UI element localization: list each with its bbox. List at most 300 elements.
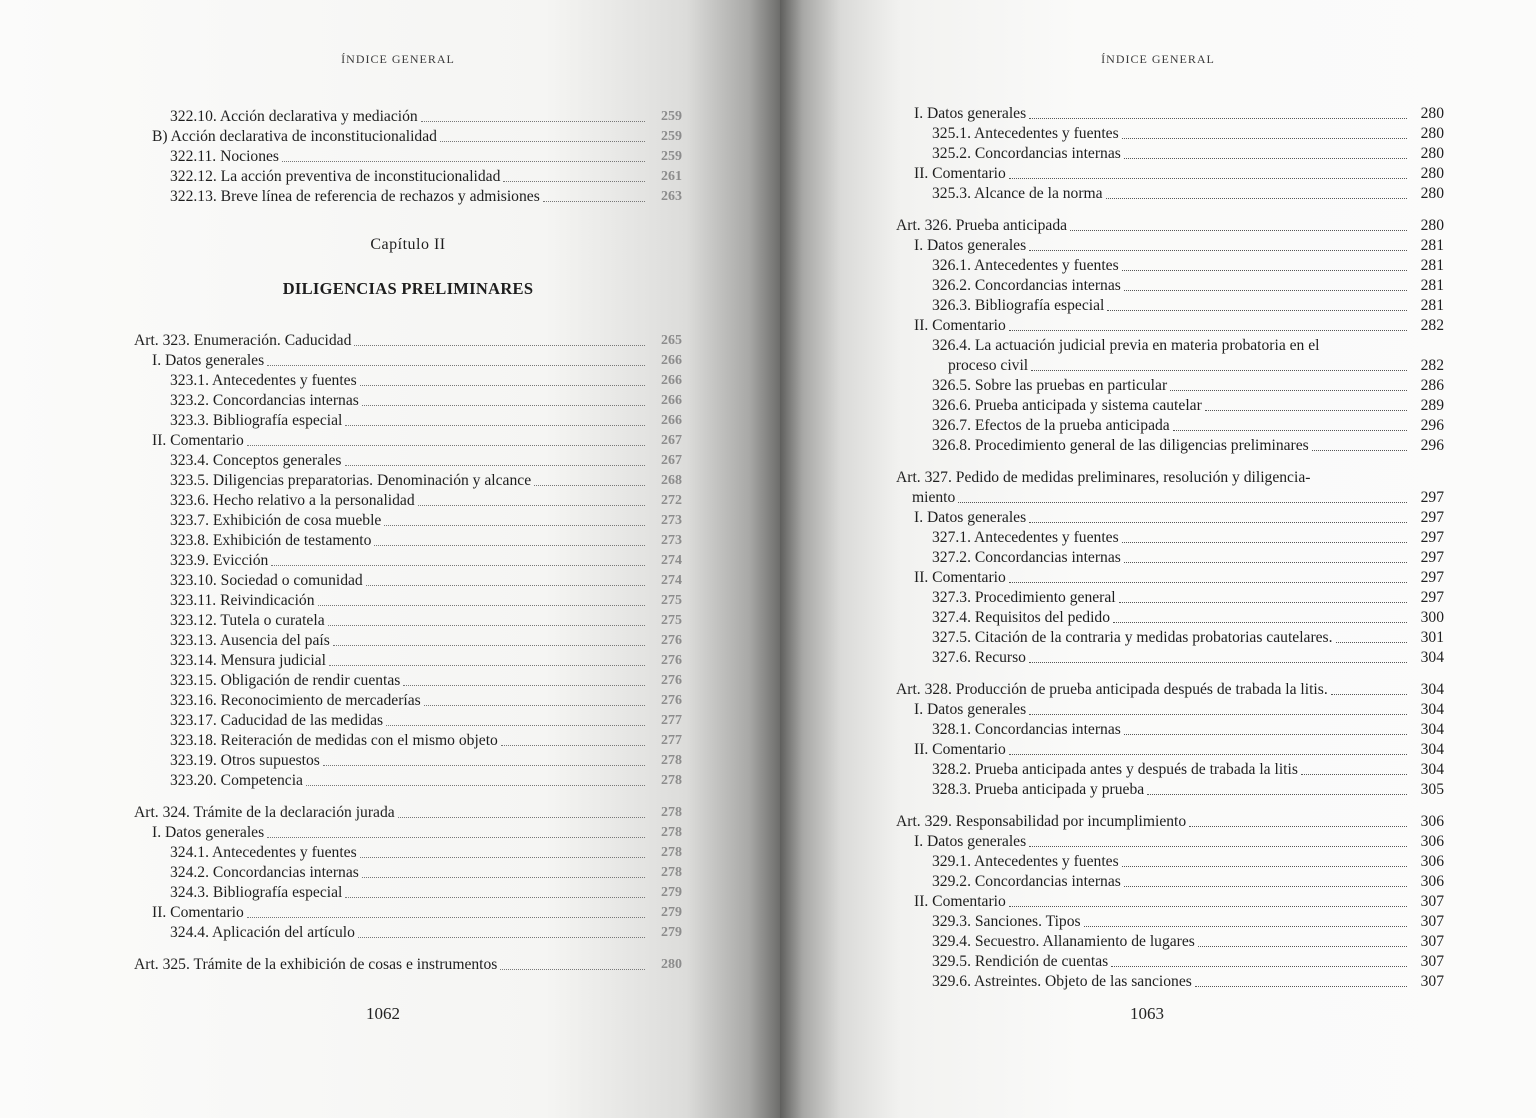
dot-leader [958, 502, 1407, 503]
toc-entry-text: Art. 328. Producción de prueba anticipada después de trabada la litis. [896, 681, 1328, 698]
dot-leader [329, 665, 645, 666]
toc-page-number: 265 [661, 333, 682, 348]
toc-entry [896, 932, 1444, 952]
dot-leader [1029, 522, 1407, 523]
dot-leader [1301, 774, 1407, 775]
dot-leader [1029, 118, 1407, 119]
toc-entry [134, 127, 682, 147]
toc-entry [896, 436, 1444, 456]
toc-entry [134, 107, 682, 127]
group-spacer [134, 791, 682, 803]
toc-entry [134, 671, 682, 691]
toc-entry-text: 325.3. Alcance de la norma [932, 185, 1103, 202]
toc-entry-continuation [932, 356, 1444, 376]
toc-entry-text: Art. 327. Pedido de medidas preliminares, resolución y diligencia- [896, 469, 1311, 486]
dot-leader [418, 505, 645, 506]
toc-entry-text: 325.2. Concordancias internas [932, 145, 1121, 162]
toc-page-number: 280 [661, 957, 682, 972]
toc-entry-text: 326.4. La actuación judicial previa en materia probatoria en el [932, 337, 1320, 354]
toc-page-number: 306 [1420, 873, 1444, 890]
dot-leader [398, 817, 645, 818]
toc-page-number: 263 [661, 189, 682, 204]
toc-entry-text: 322.13. Breve línea de referencia de rechazos y admisiones [170, 188, 540, 205]
dot-leader [543, 201, 645, 202]
toc-entry-text: I. Datos generales [152, 352, 265, 369]
toc-page-number: 281 [1420, 277, 1444, 294]
toc-entry [134, 651, 682, 671]
toc-page-number: 281 [1420, 257, 1444, 274]
toc-page-number: 274 [661, 573, 682, 588]
toc-entry [896, 296, 1444, 316]
toc-page-number: 278 [661, 825, 682, 840]
toc-page-number: 276 [661, 673, 682, 688]
toc-entry [896, 256, 1444, 276]
toc-top-entries [134, 107, 682, 207]
toc-entry-text: 323.7. Exhibición de cosa mueble [170, 512, 382, 529]
running-head: ÍNDICE GENERAL [1101, 52, 1215, 66]
dot-leader [500, 969, 645, 970]
toc-page-number: 276 [661, 633, 682, 648]
toc-page-number: 281 [1420, 237, 1444, 254]
toc-entry-text: 328.3. Prueba anticipada y prueba [932, 781, 1145, 798]
toc-entry [134, 923, 682, 943]
dot-leader [1029, 250, 1407, 251]
toc-entry-text: 326.1. Antecedentes y fuentes [932, 257, 1119, 274]
group-spacer [896, 800, 1444, 812]
dot-leader [1029, 714, 1407, 715]
toc-page-number: 261 [661, 169, 682, 184]
toc-entry [896, 780, 1444, 800]
toc-entry-text: 326.2. Concordancias internas [932, 277, 1121, 294]
toc-entry [134, 511, 682, 531]
toc-page-number: 286 [1420, 377, 1444, 394]
toc-entry-text: Art. 325. Trámite de la exhibición de cosas e instrumentos [134, 956, 498, 973]
dot-leader [1147, 794, 1407, 795]
toc-page-number: 273 [661, 513, 682, 528]
toc-page-number: 272 [661, 493, 682, 508]
toc-entry [896, 588, 1444, 608]
group-spacer [134, 943, 682, 955]
dot-leader [1312, 450, 1407, 451]
toc-entry-text: 322.10. Acción declarativa y mediación [170, 108, 418, 125]
dot-leader [1122, 542, 1407, 543]
group-spacer [896, 456, 1444, 468]
toc-entry-text: II. Comentario [914, 165, 1006, 182]
toc-page-number: 296 [1420, 417, 1444, 434]
toc-page-number: 277 [661, 713, 682, 728]
toc-entry-text: II. Comentario [152, 904, 244, 921]
toc-page-number: 297 [1420, 509, 1444, 526]
toc-entry-text: 323.6. Hecho relativo a la personalidad [170, 492, 415, 509]
toc-entry-text: 323.18. Reiteración de medidas con el mismo objeto [170, 732, 498, 749]
toc-page-number: 275 [661, 593, 682, 608]
dot-leader [1198, 946, 1407, 947]
toc-entry [134, 883, 682, 903]
dot-leader [345, 897, 645, 898]
toc-page-number: 304 [1420, 761, 1444, 778]
toc-entry-text: 327.5. Citación de la contraria y medidas probatorias cautelares. [932, 629, 1333, 646]
toc-entry-text: 326.6. Prueba anticipada y sistema cautelar [932, 397, 1202, 414]
toc-entry-text: 326.8. Procedimiento general de las diligencias preliminares [932, 437, 1309, 454]
toc-entry [896, 236, 1444, 256]
toc-entry [896, 740, 1444, 760]
toc-entry [896, 760, 1444, 780]
toc-entry-text: 322.12. La acción preventiva de inconstitucionalidad [170, 168, 501, 185]
toc-entry-text: 323.4. Conceptos generales [170, 452, 342, 469]
toc-page-number: 259 [661, 129, 682, 144]
toc-entry-text: Art. 324. Trámite de la declaración jurada [134, 804, 395, 821]
toc-entry [896, 568, 1444, 588]
toc-entry-text: 326.5. Sobre las pruebas en particular [932, 377, 1168, 394]
toc-entry [134, 731, 682, 751]
toc-entry [134, 551, 682, 571]
toc-page-number: 304 [1420, 649, 1444, 666]
toc-page-number: 282 [1420, 317, 1444, 334]
toc-page-number: 279 [661, 925, 682, 940]
dot-leader [1195, 986, 1407, 987]
toc-page-number: 297 [1420, 489, 1444, 506]
dot-leader [1009, 582, 1407, 583]
toc-entry-text: 329.2. Concordancias internas [932, 873, 1121, 890]
toc-entry-text: 323.3. Bibliografía especial [170, 412, 343, 429]
toc-page-number: 280 [1420, 217, 1444, 234]
toc-entry-text: 329.4. Secuestro. Allanamiento de lugares [932, 933, 1195, 950]
toc-entry-text: 323.17. Caducidad de las medidas [170, 712, 384, 729]
group-spacer [896, 204, 1444, 216]
dot-leader [374, 545, 645, 546]
toc-entry-text: 327.3. Procedimiento general [932, 589, 1116, 606]
toc-entry [134, 187, 682, 207]
toc-entry [896, 124, 1444, 144]
toc-entry [896, 508, 1444, 528]
toc-entry [896, 912, 1444, 932]
page-number: 1063 [1130, 1004, 1164, 1023]
toc-entry [896, 872, 1444, 892]
dot-leader [1029, 846, 1407, 847]
toc-entry [896, 608, 1444, 628]
toc-entry-text: 327.6. Recurso [932, 649, 1026, 666]
toc-entry [896, 832, 1444, 852]
dot-leader [403, 685, 645, 686]
dot-leader [247, 917, 645, 918]
toc-entry [896, 276, 1444, 296]
toc-page-number: 274 [661, 553, 682, 568]
toc-page-number: 266 [661, 393, 682, 408]
toc-entry-text: 326.3. Bibliografía especial [932, 297, 1105, 314]
dot-leader [247, 445, 645, 446]
dot-leader [1106, 198, 1407, 199]
toc-entry-text-cont: miento [912, 489, 956, 506]
toc-page-number: 266 [661, 353, 682, 368]
toc-page-number: 267 [661, 453, 682, 468]
dot-leader [1113, 622, 1407, 623]
toc-page-number: 280 [1420, 185, 1444, 202]
dot-leader [1009, 754, 1407, 755]
toc-page-number: 278 [661, 845, 682, 860]
toc-entry-text: 325.1. Antecedentes y fuentes [932, 125, 1119, 142]
toc-entry [134, 823, 682, 843]
toc-entry-text: 323.14. Mensura judicial [170, 652, 326, 669]
toc-entry [134, 531, 682, 551]
dot-leader [318, 605, 645, 606]
toc-entry-text: 323.2. Concordancias internas [170, 392, 359, 409]
toc-entry-text: I. Datos generales [152, 824, 265, 841]
toc-entry-text: 323.13. Ausencia del país [170, 632, 330, 649]
dot-leader [501, 745, 645, 746]
toc-entry-text: 329.3. Sanciones. Tipos [932, 913, 1081, 930]
toc-entry-text: 323.16. Reconocimiento de mercaderías [170, 692, 421, 709]
toc-entry-text: 322.11. Nociones [170, 148, 279, 165]
toc-page-number: 266 [661, 413, 682, 428]
dot-leader [1009, 178, 1407, 179]
toc-entry-text: 323.20. Competencia [170, 772, 303, 789]
toc-page-number: 304 [1420, 681, 1444, 698]
toc-page-number: 297 [1420, 569, 1444, 586]
toc-entry [896, 648, 1444, 668]
toc-entry [134, 711, 682, 731]
toc-entry-text: 323.11. Reivindicación [170, 592, 315, 609]
toc-entry [896, 952, 1444, 972]
toc-entry-text: 326.7. Efectos de la prueba anticipada [932, 417, 1170, 434]
toc-entry [896, 316, 1444, 336]
toc-page-number: 277 [661, 733, 682, 748]
toc-entry [134, 751, 682, 771]
toc-entry [134, 371, 682, 391]
toc-page-number: 304 [1420, 741, 1444, 758]
toc-page-number: 307 [1420, 973, 1444, 990]
toc-page-number: 304 [1420, 701, 1444, 718]
toc-page-number: 280 [1420, 125, 1444, 142]
toc-entry [896, 336, 1444, 376]
toc-entries [896, 104, 1444, 992]
dot-leader [345, 425, 645, 426]
dot-leader [271, 565, 645, 566]
dot-leader [424, 705, 645, 706]
dot-leader [1009, 330, 1407, 331]
running-head: ÍNDICE GENERAL [341, 52, 455, 66]
dot-leader [1170, 390, 1407, 391]
toc-entry [134, 147, 682, 167]
toc-entry-text: 329.1. Antecedentes y fuentes [932, 853, 1119, 870]
right-page [780, 0, 1536, 1118]
dot-leader [1009, 906, 1407, 907]
toc-entry [134, 903, 682, 923]
dot-leader [1124, 734, 1407, 735]
toc-page-number: 273 [661, 533, 682, 548]
toc-page-number: 305 [1420, 781, 1444, 798]
toc-entry [896, 104, 1444, 124]
toc-entry [896, 680, 1444, 700]
toc-page-number: 276 [661, 653, 682, 668]
dot-leader [328, 625, 645, 626]
toc-page-number: 279 [661, 885, 682, 900]
toc-page-number: 278 [661, 753, 682, 768]
toc-page-number: 296 [1420, 437, 1444, 454]
dot-leader [1122, 138, 1407, 139]
toc-entry-text: Art. 323. Enumeración. Caducidad [134, 332, 352, 349]
toc-page-number: 275 [661, 613, 682, 628]
toc-entry-text: 323.12. Tutela o curatela [170, 612, 325, 629]
toc-page-number: 268 [661, 473, 682, 488]
toc-page-number: 307 [1420, 913, 1444, 930]
dot-leader [1122, 866, 1407, 867]
toc-page-number: 307 [1420, 933, 1444, 950]
toc-entry [896, 852, 1444, 872]
toc-entry [896, 468, 1444, 508]
toc-entry [134, 803, 682, 823]
chapter-label: Capítulo II [370, 236, 446, 253]
toc-entry [134, 955, 682, 975]
toc-page-number: 276 [661, 693, 682, 708]
dot-leader [384, 525, 645, 526]
dot-leader [345, 465, 646, 466]
toc-entry-text: B) Acción declarativa de inconstitucionalidad [152, 128, 437, 145]
dot-leader [1173, 430, 1407, 431]
toc-entry-text: 323.1. Antecedentes y fuentes [170, 372, 357, 389]
toc-entry-text: II. Comentario [914, 317, 1006, 334]
dot-leader [503, 181, 645, 182]
dot-leader [1122, 270, 1407, 271]
toc-page-number: 259 [661, 109, 682, 124]
toc-entry [134, 571, 682, 591]
dot-leader [1124, 562, 1407, 563]
dot-leader [1336, 642, 1407, 643]
dot-leader [1124, 158, 1407, 159]
dot-leader [1031, 370, 1407, 371]
toc-entry-text-cont: proceso civil [948, 357, 1029, 374]
toc-entry [896, 812, 1444, 832]
toc-entry [896, 892, 1444, 912]
toc-page-number: 278 [661, 805, 682, 820]
toc-entry-text: 327.2. Concordancias internas [932, 549, 1121, 566]
toc-entry-text: II. Comentario [152, 432, 244, 449]
toc-page-number: 307 [1420, 953, 1444, 970]
toc-entry-text: II. Comentario [914, 741, 1006, 758]
dot-leader [534, 485, 645, 486]
dot-leader [360, 385, 645, 386]
toc-page-number: 306 [1420, 853, 1444, 870]
toc-entry-text: 324.2. Concordancias internas [170, 864, 359, 881]
toc-entry-continuation [896, 488, 1444, 508]
toc-entry-text: II. Comentario [914, 569, 1006, 586]
chapter-title: DILIGENCIAS PRELIMINARES [282, 279, 534, 298]
toc-entry [134, 611, 682, 631]
dot-leader [1107, 310, 1407, 311]
toc-page-number: 279 [661, 905, 682, 920]
toc-entry [134, 591, 682, 611]
dot-leader [267, 837, 645, 838]
toc-page-number: 301 [1420, 629, 1444, 646]
toc-entries [134, 331, 682, 975]
dot-leader [282, 161, 645, 162]
toc-entry [134, 491, 682, 511]
toc-page-number: 267 [661, 433, 682, 448]
toc-entry [896, 628, 1444, 648]
toc-entry [896, 416, 1444, 436]
dot-leader [1070, 230, 1407, 231]
toc-entry-text: Art. 329. Responsabilidad por incumplimiento [896, 813, 1187, 830]
toc-entry-text: 329.6. Astreintes. Objeto de las sanciones [932, 973, 1192, 990]
toc-entry-text: 323.9. Evicción [170, 552, 269, 569]
toc-entry [134, 391, 682, 411]
toc-entry [134, 331, 682, 351]
dot-leader [267, 365, 645, 366]
dot-leader [323, 765, 645, 766]
toc-entry [896, 972, 1444, 992]
toc-page-number: 307 [1420, 893, 1444, 910]
toc-entry [134, 471, 682, 491]
toc-entry-text: 324.1. Antecedentes y fuentes [170, 844, 357, 861]
toc-entry [896, 396, 1444, 416]
toc-entry-text: 328.2. Prueba anticipada antes y después de trabada la litis [932, 761, 1298, 778]
group-spacer [896, 668, 1444, 680]
dot-leader [1124, 886, 1407, 887]
toc-entry-text: 323.19. Otros supuestos [170, 752, 320, 769]
toc-entry [896, 548, 1444, 568]
toc-entry [896, 376, 1444, 396]
toc-entry-text: 323.8. Exhibición de testamento [170, 532, 372, 549]
dot-leader [354, 345, 645, 346]
dot-leader [1205, 410, 1407, 411]
toc-entry-text: I. Datos generales [914, 833, 1027, 850]
dot-leader [1111, 966, 1407, 967]
toc-entry-text: 327.4. Requisitos del pedido [932, 609, 1111, 626]
toc-page-number: 278 [661, 865, 682, 880]
toc-entry-text: 329.5. Rendición de cuentas [932, 953, 1109, 970]
toc-entry-text: I. Datos generales [914, 105, 1027, 122]
toc-entry-text: 323.10. Sociedad o comunidad [170, 572, 363, 589]
toc-entry [896, 216, 1444, 236]
toc-entry [134, 631, 682, 651]
dot-leader [358, 937, 645, 938]
page-number: 1062 [366, 1004, 400, 1023]
toc-entry [896, 144, 1444, 164]
dot-leader [1029, 662, 1407, 663]
toc-page-number: 266 [661, 373, 682, 388]
toc-page-number: 278 [661, 773, 682, 788]
dot-leader [362, 405, 645, 406]
toc-entry [134, 351, 682, 371]
toc-entry-text: II. Comentario [914, 893, 1006, 910]
dot-leader [333, 645, 645, 646]
toc-entry [134, 771, 682, 791]
toc-entry [896, 184, 1444, 204]
toc-entry [134, 691, 682, 711]
dot-leader [366, 585, 645, 586]
dot-leader [421, 121, 645, 122]
dot-leader [306, 785, 645, 786]
dot-leader [386, 725, 645, 726]
toc-entry [134, 843, 682, 863]
dot-leader [1084, 926, 1407, 927]
toc-page-number: 297 [1420, 549, 1444, 566]
toc-page-number: 282 [1420, 357, 1444, 374]
toc-page-number: 297 [1420, 589, 1444, 606]
toc-entry-text: 324.4. Aplicación del artículo [170, 924, 355, 941]
toc-entry-text: 328.1. Concordancias internas [932, 721, 1121, 738]
toc-entry [134, 451, 682, 471]
dot-leader [1119, 602, 1407, 603]
toc-page-number: 259 [661, 149, 682, 164]
toc-page-number: 306 [1420, 833, 1444, 850]
dot-leader [1331, 694, 1407, 695]
toc-entry [134, 863, 682, 883]
toc-page-number: 300 [1420, 609, 1444, 626]
toc-entry-text: 327.1. Antecedentes y fuentes [932, 529, 1119, 546]
dot-leader [360, 857, 645, 858]
dot-leader [440, 141, 645, 142]
toc-entry [896, 700, 1444, 720]
